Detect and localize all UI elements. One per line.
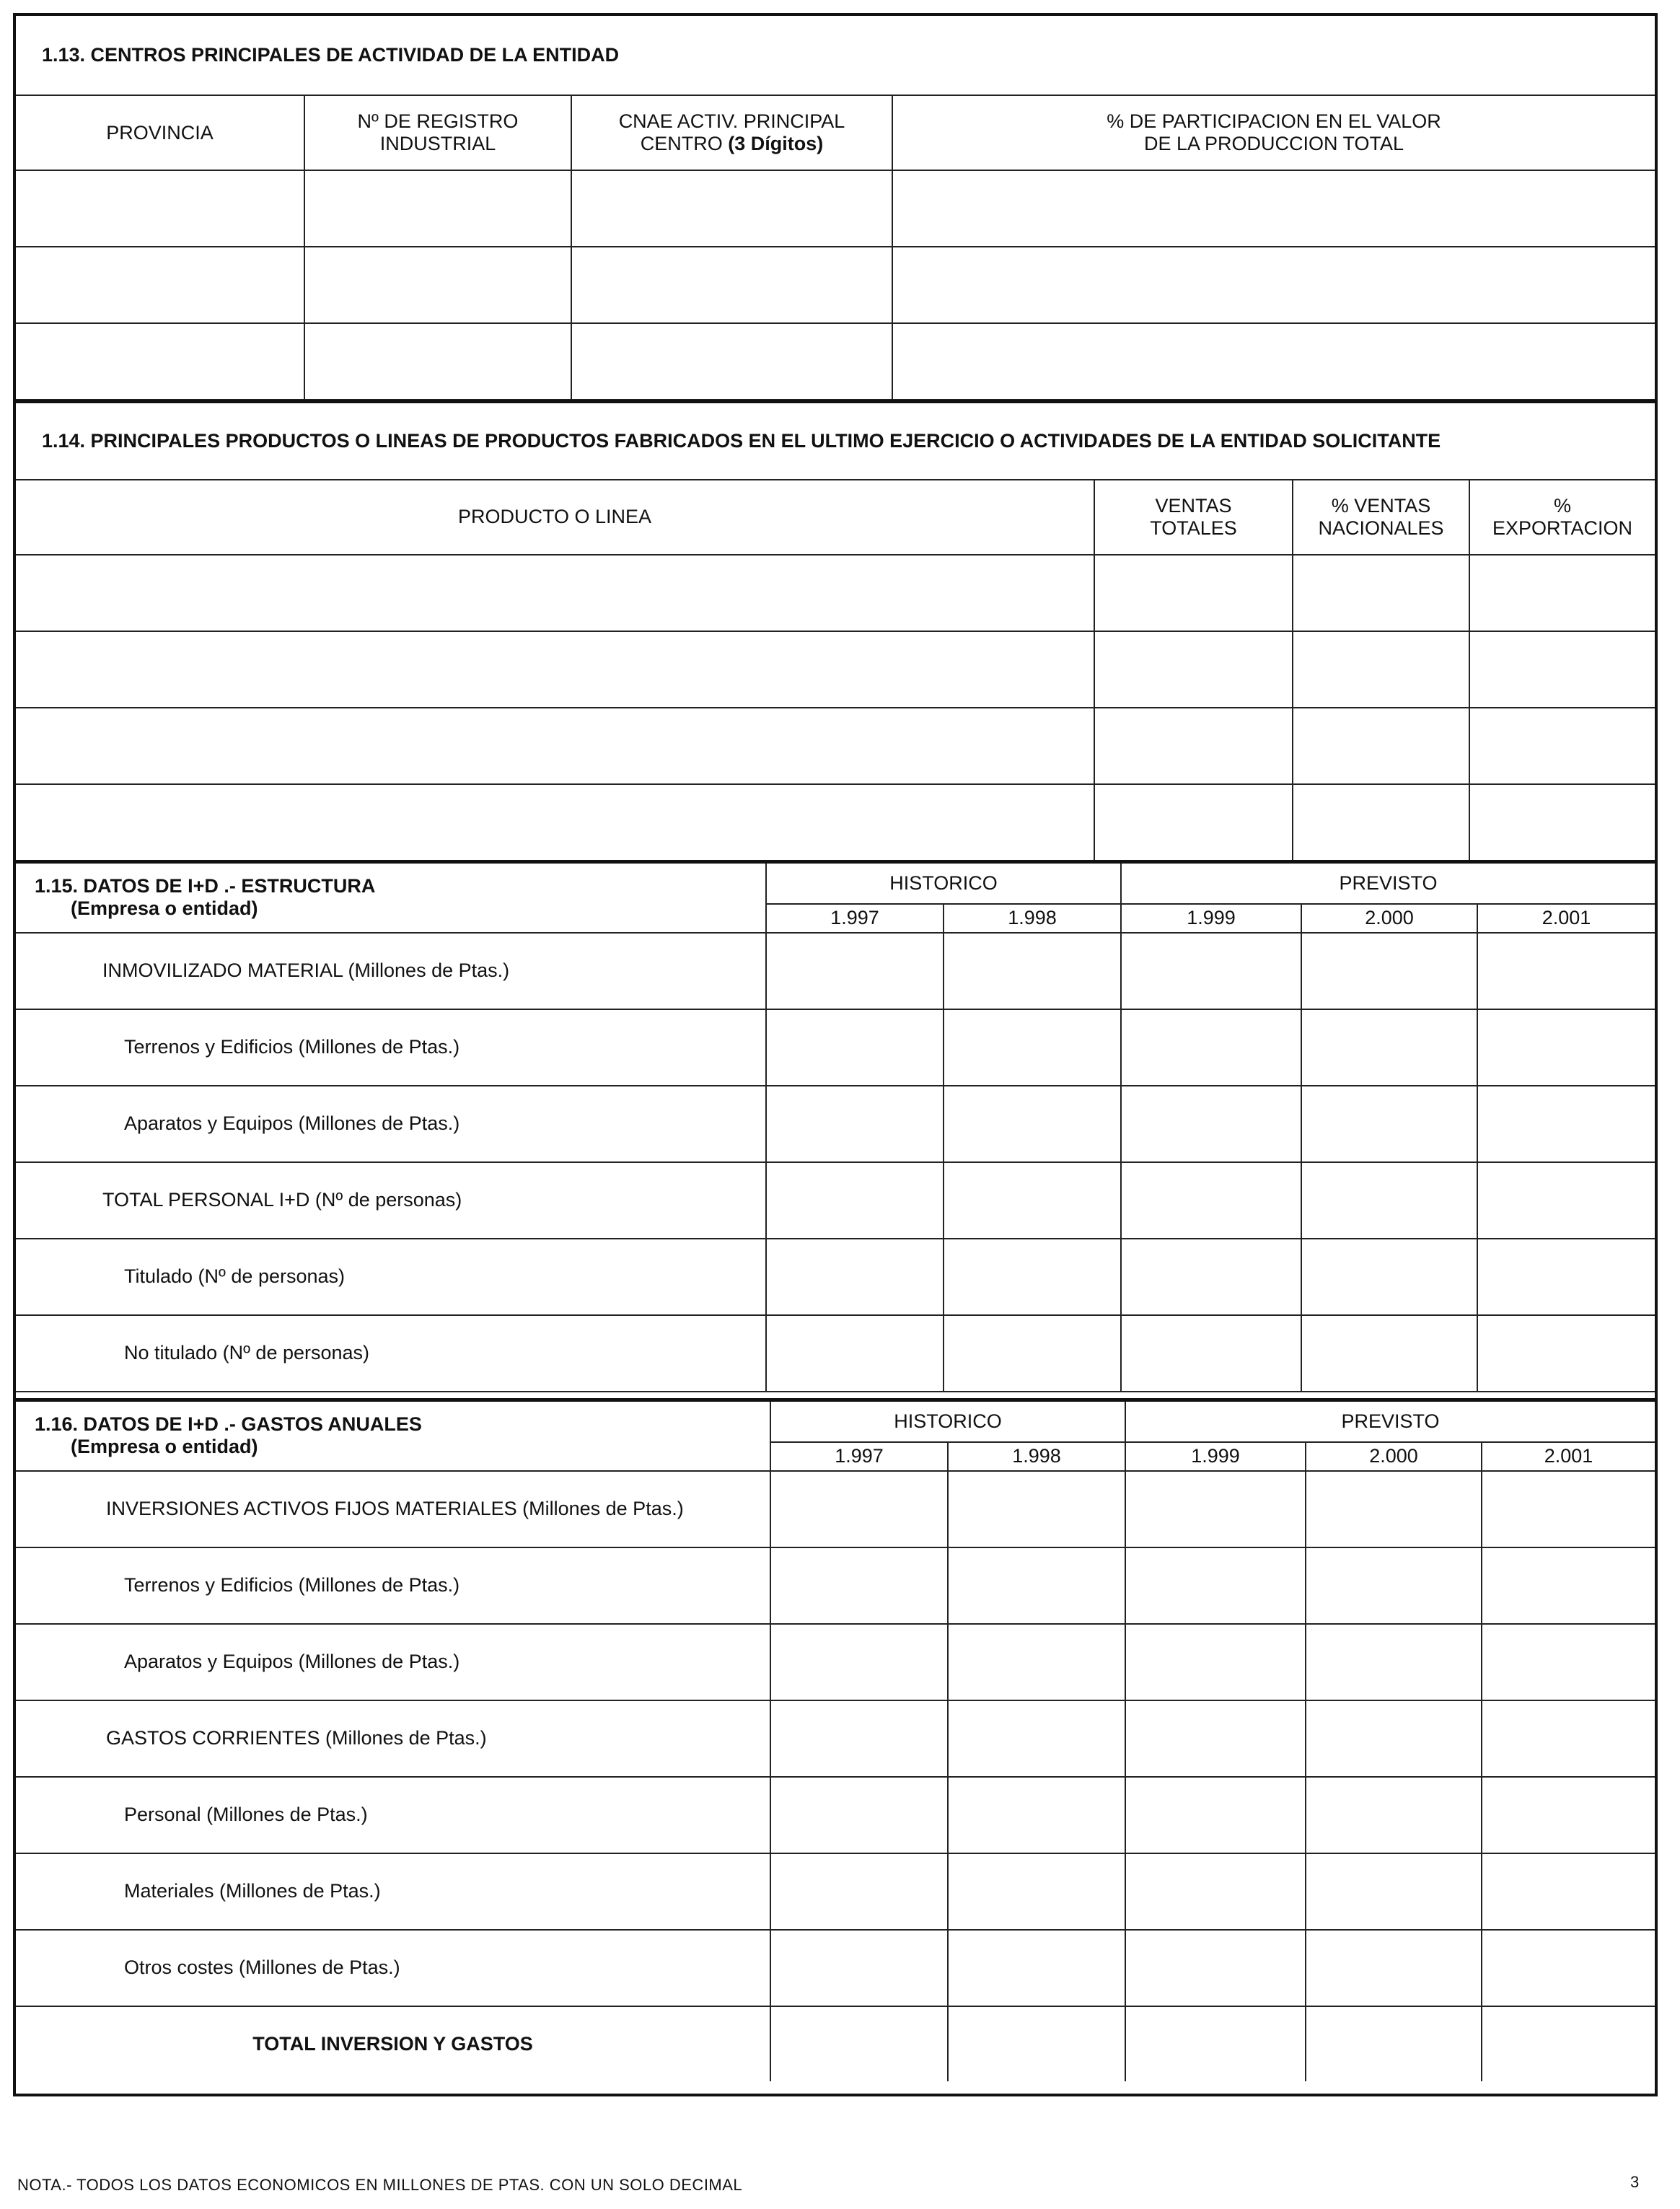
section-title-1-16-cell — [16, 1400, 770, 1471]
header-row — [16, 480, 1655, 555]
form-frame — [13, 13, 1658, 2096]
input-cell[interactable] — [944, 1086, 1121, 1162]
input-cell[interactable] — [770, 1700, 948, 1777]
section-1-15 — [16, 860, 1655, 1392]
col-registro-line1: Nº DE REGISTRO — [357, 110, 519, 132]
col-cnae-digits: (3 Dígitos) — [728, 133, 824, 154]
input-cell[interactable] — [766, 1315, 944, 1392]
input-cell[interactable] — [1301, 1009, 1477, 1086]
col-cnae-line2: CENTRO — [640, 133, 723, 154]
input-cell[interactable] — [1125, 1930, 1306, 2006]
col-producto: PRODUCTO O LINEA — [16, 480, 1094, 555]
input-cell[interactable] — [944, 1009, 1121, 1086]
year-cell: 2.000 — [1301, 904, 1477, 933]
input-cell[interactable] — [1306, 1471, 1482, 1547]
input-cell[interactable] — [1306, 2006, 1482, 2081]
col-cnae-line1: CNAE ACTIV. PRINCIPAL — [618, 110, 845, 132]
input-cell[interactable] — [16, 631, 1094, 708]
col-registro-line2: INDUSTRIAL — [379, 133, 496, 154]
input-cell[interactable] — [1301, 933, 1477, 1009]
section-title-1-13: 1.13. CENTROS PRINCIPALES DE ACTIVIDAD DE LA ENTIDAD — [42, 44, 620, 66]
col-ventas — [1094, 480, 1293, 555]
input-cell[interactable] — [304, 323, 571, 400]
input-cell[interactable] — [1121, 933, 1301, 1009]
input-cell[interactable] — [1121, 1239, 1301, 1315]
year-cell: 1.999 — [1125, 1442, 1306, 1471]
row-label: Otros costes (Millones de Ptas.) — [16, 1930, 770, 2006]
input-cell[interactable] — [1469, 631, 1655, 708]
table-row — [16, 784, 1655, 861]
input-cell[interactable] — [1477, 1086, 1655, 1162]
input-cell[interactable] — [571, 247, 892, 323]
input-cell[interactable] — [892, 247, 1655, 323]
year-cell: 2.001 — [1477, 904, 1655, 933]
input-cell[interactable] — [892, 323, 1655, 400]
input-cell[interactable] — [1121, 1162, 1301, 1239]
input-cell[interactable] — [1482, 1853, 1655, 1930]
input-cell[interactable] — [944, 1162, 1121, 1239]
input-cell[interactable] — [1121, 1009, 1301, 1086]
input-cell[interactable] — [770, 2006, 948, 2081]
input-cell[interactable] — [766, 1086, 944, 1162]
input-cell[interactable] — [892, 170, 1655, 247]
row-label: Titulado (Nº de personas) — [16, 1239, 766, 1315]
input-cell[interactable] — [1094, 708, 1293, 784]
col-cnae — [571, 95, 892, 170]
row-label: No titulado (Nº de personas) — [16, 1315, 766, 1392]
input-cell[interactable] — [1293, 555, 1469, 631]
year-cell: 1.998 — [944, 904, 1121, 933]
col-nac-line1: % VENTAS — [1331, 494, 1431, 517]
row-label: GASTOS CORRIENTES (Millones de Ptas.) — [16, 1700, 770, 1777]
row-label: Aparatos y Equipos (Millones de Ptas.) — [16, 1086, 766, 1162]
input-cell[interactable] — [1125, 1700, 1306, 1777]
year-cell: 2.001 — [1482, 1442, 1655, 1471]
input-cell[interactable] — [1482, 1624, 1655, 1700]
table-row — [16, 631, 1655, 708]
col-participacion — [892, 95, 1655, 170]
row-label: INMOVILIZADO MATERIAL (Millones de Ptas.) — [16, 933, 766, 1009]
input-cell[interactable] — [1482, 1777, 1655, 1853]
previsto-header: PREVISTO — [1125, 1400, 1655, 1442]
input-cell[interactable] — [948, 1471, 1125, 1547]
input-cell[interactable] — [304, 170, 571, 247]
row-label: Personal (Millones de Ptas.) — [16, 1777, 770, 1853]
table-row — [16, 1471, 1655, 1547]
input-cell[interactable] — [1125, 1547, 1306, 1624]
section-title-1-15-cell — [16, 862, 766, 933]
input-cell[interactable] — [1306, 1700, 1482, 1777]
input-cell[interactable] — [16, 247, 304, 323]
year-cell: 1.999 — [1121, 904, 1301, 933]
section-subtitle-1-15: (Empresa o entidad) — [71, 897, 258, 920]
input-cell[interactable] — [1094, 631, 1293, 708]
input-cell[interactable] — [1469, 555, 1655, 631]
table-row — [16, 1853, 1655, 1930]
input-cell[interactable] — [948, 1777, 1125, 1853]
input-cell[interactable] — [1301, 1239, 1477, 1315]
table-row — [16, 1777, 1655, 1853]
input-cell[interactable] — [948, 1624, 1125, 1700]
input-cell[interactable] — [944, 1239, 1121, 1315]
year-cell: 1.997 — [766, 904, 944, 933]
col-part-line2: DE LA PRODUCCION TOTAL — [1143, 133, 1404, 154]
input-cell[interactable] — [1306, 1624, 1482, 1700]
input-cell[interactable] — [1094, 784, 1293, 861]
input-cell[interactable] — [1482, 1700, 1655, 1777]
input-cell[interactable] — [1482, 1471, 1655, 1547]
historico-header: HISTORICO — [766, 862, 1121, 904]
previsto-header: PREVISTO — [1121, 862, 1655, 904]
input-cell[interactable] — [1125, 1471, 1306, 1547]
total-label: TOTAL INVERSION Y GASTOS — [16, 2006, 770, 2081]
year-cell: 1.997 — [770, 1442, 948, 1471]
row-label: Terrenos y Edificios (Millones de Ptas.) — [16, 1009, 766, 1086]
input-cell[interactable] — [1293, 631, 1469, 708]
table-row — [16, 1009, 1655, 1086]
table-row — [16, 708, 1655, 784]
input-cell[interactable] — [1301, 1315, 1477, 1392]
input-cell[interactable] — [16, 708, 1094, 784]
row-label: TOTAL PERSONAL I+D (Nº de personas) — [16, 1162, 766, 1239]
table-row — [16, 1624, 1655, 1700]
row-label: Materiales (Millones de Ptas.) — [16, 1853, 770, 1930]
input-cell[interactable] — [1301, 1162, 1477, 1239]
col-exportacion — [1469, 480, 1655, 555]
historico-header: HISTORICO — [770, 1400, 1125, 1442]
table-row — [16, 323, 1655, 400]
year-cell: 2.000 — [1306, 1442, 1482, 1471]
table-row — [16, 555, 1655, 631]
input-cell[interactable] — [766, 1162, 944, 1239]
input-cell[interactable] — [1306, 1853, 1482, 1930]
col-nac-line2: NACIONALES — [1318, 517, 1444, 539]
footer-note: NOTA.- TODOS LOS DATOS ECONOMICOS EN MILLONES DE PTAS. CON UN SOLO DECIMAL — [17, 2176, 743, 2194]
input-cell[interactable] — [1477, 1315, 1655, 1392]
input-cell[interactable] — [948, 1853, 1125, 1930]
section-title-1-16: 1.16. DATOS DE I+D .- GASTOS ANUALES — [35, 1413, 422, 1436]
input-cell[interactable] — [16, 784, 1094, 861]
input-cell[interactable] — [948, 2006, 1125, 2081]
table-row — [16, 1547, 1655, 1624]
table-row — [16, 1086, 1655, 1162]
total-row — [16, 2006, 1655, 2081]
input-cell[interactable] — [1301, 1086, 1477, 1162]
input-cell[interactable] — [766, 1239, 944, 1315]
input-cell[interactable] — [1482, 2006, 1655, 2081]
input-cell[interactable] — [1469, 784, 1655, 861]
input-cell[interactable] — [1125, 1777, 1306, 1853]
row-label: Terrenos y Edificios (Millones de Ptas.) — [16, 1547, 770, 1624]
input-cell[interactable] — [770, 1471, 948, 1547]
section-title-1-14: 1.14. PRINCIPALES PRODUCTOS O LINEAS DE PRODUCTOS FABRICADOS EN EL ULTIMO EJERCICIO O ACTIVIDADES DE LA ENTIDAD SOLICITANTE — [42, 429, 1441, 452]
section-1-14 — [16, 400, 1655, 861]
col-exp-line1: % — [1553, 494, 1571, 517]
input-cell[interactable] — [1306, 1777, 1482, 1853]
input-cell[interactable] — [948, 1547, 1125, 1624]
col-ventas-line2: TOTALES — [1150, 517, 1237, 539]
input-cell[interactable] — [1477, 1009, 1655, 1086]
col-exp-line2: EXPORTACION — [1492, 517, 1633, 539]
input-cell[interactable] — [1121, 1086, 1301, 1162]
input-cell[interactable] — [1293, 784, 1469, 861]
section-1-13 — [16, 16, 1655, 400]
table-row — [16, 170, 1655, 247]
table-row — [16, 1162, 1655, 1239]
input-cell[interactable] — [1482, 1547, 1655, 1624]
input-cell[interactable] — [770, 1777, 948, 1853]
col-registro — [304, 95, 571, 170]
input-cell[interactable] — [766, 933, 944, 1009]
input-cell[interactable] — [1477, 933, 1655, 1009]
row-label: INVERSIONES ACTIVOS FIJOS MATERIALES (Millones de Ptas.) — [16, 1471, 770, 1547]
input-cell[interactable] — [770, 1624, 948, 1700]
col-provincia: PROVINCIA — [16, 95, 304, 170]
col-part-line1: % DE PARTICIPACION EN EL VALOR — [1107, 110, 1441, 132]
input-cell[interactable] — [1125, 2006, 1306, 2081]
table-row — [16, 1700, 1655, 1777]
input-cell[interactable] — [1469, 708, 1655, 784]
table-row — [16, 1239, 1655, 1315]
input-cell[interactable] — [944, 1315, 1121, 1392]
input-cell[interactable] — [1125, 1853, 1306, 1930]
table-row — [16, 247, 1655, 323]
input-cell[interactable] — [16, 170, 304, 247]
input-cell[interactable] — [16, 323, 304, 400]
section-title-1-15: 1.15. DATOS DE I+D .- ESTRUCTURA — [35, 875, 376, 897]
section-subtitle-1-16: (Empresa o entidad) — [71, 1436, 258, 1458]
input-cell[interactable] — [944, 933, 1121, 1009]
table-row — [16, 1315, 1655, 1392]
col-ventas-line1: VENTAS — [1155, 494, 1232, 517]
input-cell[interactable] — [1121, 1315, 1301, 1392]
header-row — [16, 95, 1655, 170]
input-cell[interactable] — [304, 247, 571, 323]
row-label: Aparatos y Equipos (Millones de Ptas.) — [16, 1624, 770, 1700]
input-cell[interactable] — [1477, 1239, 1655, 1315]
section-1-16 — [16, 1398, 1655, 2081]
input-cell[interactable] — [948, 1700, 1125, 1777]
col-nacionales — [1293, 480, 1469, 555]
year-cell: 1.998 — [948, 1442, 1125, 1471]
table-row — [16, 1930, 1655, 2006]
input-cell[interactable] — [766, 1009, 944, 1086]
input-cell[interactable] — [571, 323, 892, 400]
input-cell[interactable] — [1293, 708, 1469, 784]
input-cell[interactable] — [16, 555, 1094, 631]
input-cell[interactable] — [571, 170, 892, 247]
input-cell[interactable] — [948, 1930, 1125, 2006]
input-cell[interactable] — [1477, 1162, 1655, 1239]
table-row — [16, 933, 1655, 1009]
input-cell[interactable] — [1306, 1547, 1482, 1624]
input-cell[interactable] — [770, 1930, 948, 2006]
input-cell[interactable] — [1306, 1930, 1482, 2006]
input-cell[interactable] — [1482, 1930, 1655, 2006]
input-cell[interactable] — [770, 1853, 948, 1930]
input-cell[interactable] — [1125, 1624, 1306, 1700]
page-number: 3 — [1630, 2173, 1640, 2191]
input-cell[interactable] — [770, 1547, 948, 1624]
input-cell[interactable] — [1094, 555, 1293, 631]
